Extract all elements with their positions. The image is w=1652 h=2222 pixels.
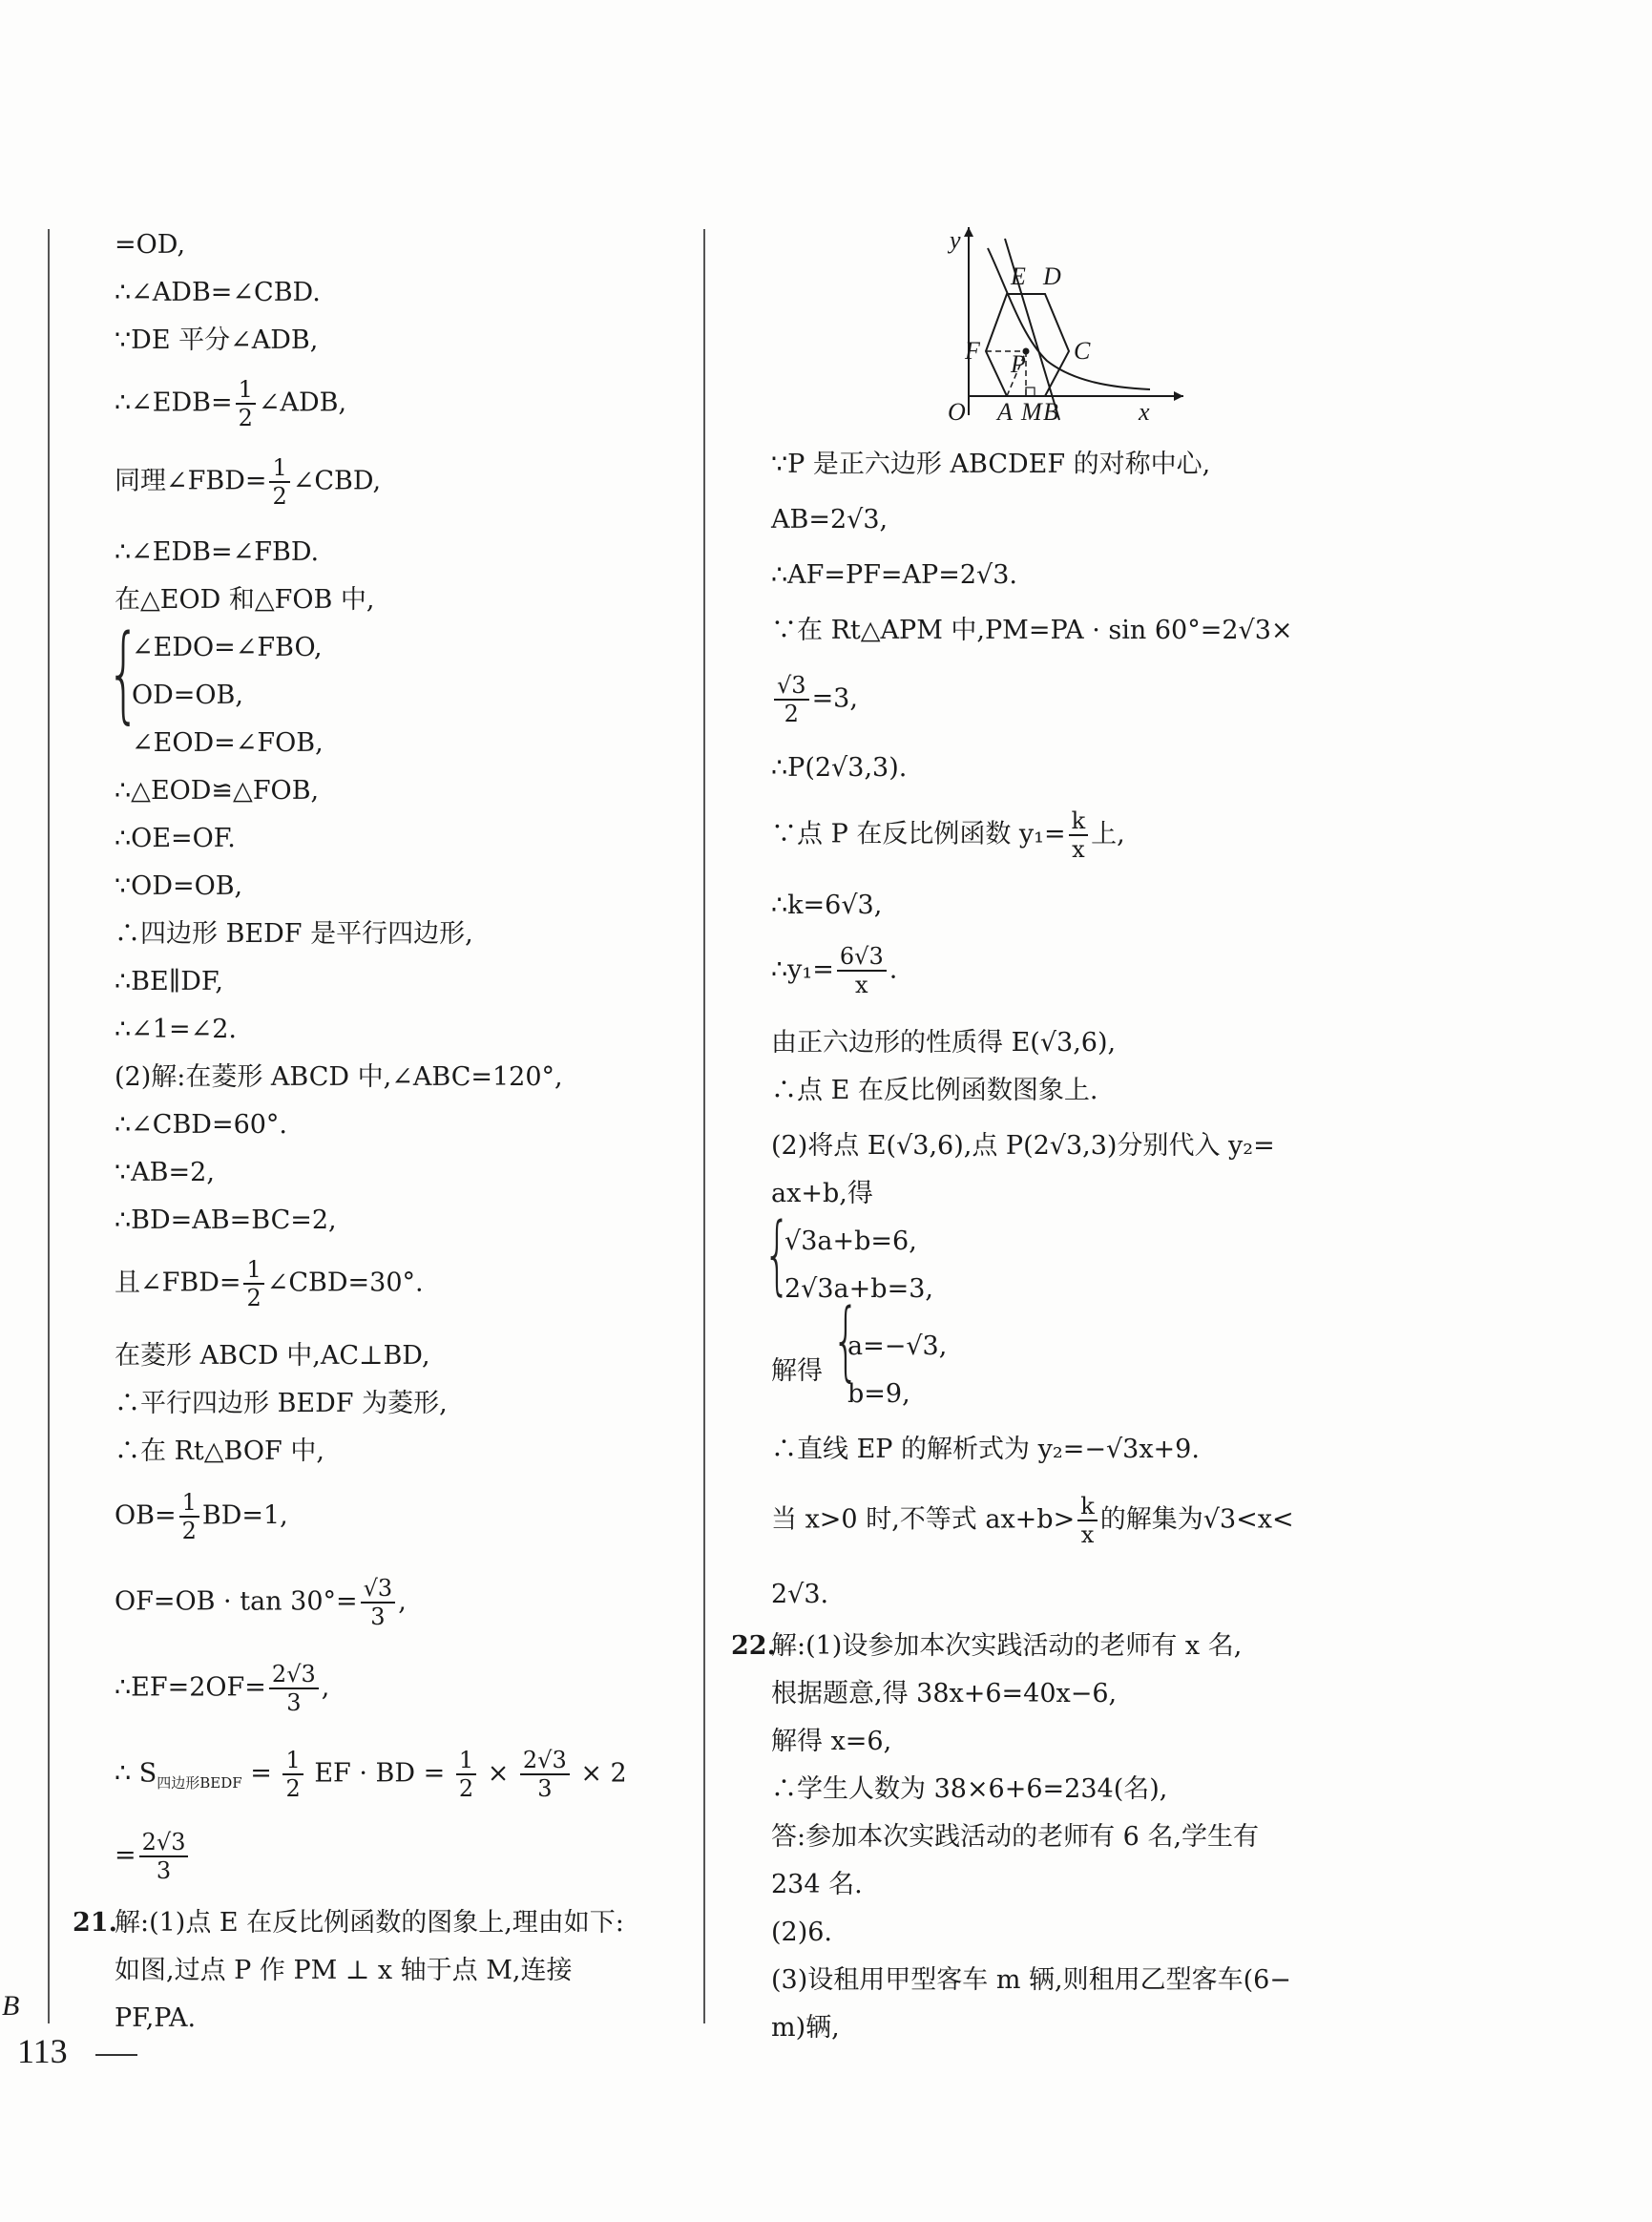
formula-line: [115, 1258, 424, 1310]
formula-line: [115, 1749, 627, 1807]
text-line: a=−√3,: [847, 1331, 948, 1361]
text-line: OD=OB,: [132, 681, 243, 710]
text-line: ∵AB=2,: [115, 1158, 215, 1187]
formula-line: [771, 945, 897, 996]
formula-text: ∠ADB,: [258, 388, 347, 418]
formula-line: [115, 378, 346, 430]
text-line: ∴△EOD≌△FOB,: [115, 776, 320, 806]
text-line: ∵在 Rt△APM 中,PM=PA · sin 60°=2√3×: [771, 616, 1293, 645]
text-line: ∵OD=OB,: [115, 871, 243, 901]
text-line: AB=2√3,: [771, 505, 889, 535]
text-line: (2)解:在菱形 ABCD 中,∠ABC=120°,: [115, 1062, 563, 1092]
text-line: ∠EOD=∠FOB,: [132, 728, 324, 758]
system-brace: {: [832, 1290, 860, 1391]
fraction: $\frac{2√3}{3}$: [520, 1749, 570, 1800]
text-line: ∴在 Rt△BOF 中,: [115, 1436, 324, 1466]
formula-text: ∴EF=2OF=: [115, 1672, 266, 1703]
text-line: ∴P(2√3,3).: [771, 753, 908, 783]
formula-text: ∠CBD=30°.: [266, 1268, 424, 1298]
text-line: ∴BE∥DF,: [115, 967, 223, 996]
figure-label-x: x: [1139, 398, 1150, 425]
fraction: $\frac{1}{2}$: [179, 1491, 199, 1542]
formula-line: [115, 1663, 329, 1714]
text-line: 解:(1)设参加本次实践活动的老师有 x 名,: [771, 1631, 1243, 1661]
fraction: $\frac{1}{2}$: [243, 1258, 263, 1310]
formula-text: ∵点 P 在反比例函数 y₁=: [771, 819, 1066, 849]
text-line: 解得 x=6,: [771, 1727, 892, 1756]
text-line: 解:(1)点 E 在反比例函数的图象上,理由如下:: [115, 1908, 624, 1938]
fraction: $\frac{6√3}{x}$: [837, 945, 887, 996]
figure-label-p: P: [1011, 350, 1026, 378]
fraction: $\frac{2√3}{3}$: [269, 1663, 319, 1714]
text-line: ∴四边形 BEDF 是平行四边形,: [115, 919, 473, 949]
fraction: $\frac{k}{x}$: [1069, 809, 1089, 861]
text-line: ∴AF=PF=AP=2√3.: [771, 560, 1017, 590]
formula-line: [771, 1495, 1294, 1546]
formula-text: =3,: [811, 683, 858, 714]
formula-text: =: [241, 1758, 281, 1789]
text-line: (2)将点 E(√3,6),点 P(2√3,3)分别代入 y₂=: [771, 1131, 1275, 1161]
fraction: $\frac{√3}{2}$: [774, 674, 809, 725]
text-line: ∴∠1=∠2.: [115, 1015, 237, 1044]
figure-label-m: M: [1021, 398, 1042, 425]
formula-text: ∠CBD,: [292, 466, 382, 496]
text-line: ∴∠ADB=∠CBD.: [115, 278, 321, 307]
formula-text: 当 x>0 时,不等式 ax+b>: [771, 1504, 1076, 1535]
fraction: $\frac{2√3}{3}$: [139, 1831, 189, 1882]
formula-text: ∴∠EDB=: [115, 388, 233, 418]
formula-line: [771, 674, 858, 725]
page-number: 113: [17, 2032, 68, 2070]
text-line: b=9,: [847, 1379, 910, 1409]
question-number-21: 21.: [73, 1908, 117, 1938]
text-line: (3)设租用甲型客车 m 辆,则租用乙型客车(6−: [771, 1965, 1291, 1995]
formula-text: ,: [398, 1586, 407, 1617]
fraction: $\frac{k}{x}$: [1077, 1495, 1098, 1546]
text-line: 答:参加本次实践活动的老师有 6 名,学生有: [771, 1822, 1260, 1852]
formula-text: EF · BD =: [305, 1758, 453, 1789]
figure-label-d: D: [1043, 262, 1061, 290]
formula-text: 的解集为√3<x<: [1099, 1504, 1294, 1535]
system-brace: {: [763, 1205, 791, 1305]
fraction: $\frac{1}{2}$: [269, 456, 289, 508]
formula-line: [115, 1577, 407, 1628]
formula-text: BD=1,: [201, 1500, 288, 1531]
fraction: $\frac{√3}{3}$: [361, 1577, 396, 1628]
text-line: ∴∠EDB=∠FBD.: [115, 537, 320, 567]
text-line: m)辆,: [771, 2013, 840, 2043]
formula-line: [115, 1831, 191, 1882]
fraction: $\frac{1}{2}$: [282, 1749, 303, 1800]
text-line: 由正六边形的性质得 E(√3,6),: [771, 1028, 1117, 1058]
formula-text: 上,: [1091, 819, 1125, 849]
text-line: ax+b,得: [771, 1179, 873, 1208]
system-brace: {: [107, 612, 140, 734]
text-line: PF,PA.: [115, 2003, 197, 2033]
question-number-22: 22.: [731, 1631, 776, 1661]
formula-text: =: [115, 1840, 136, 1871]
formula-line: [771, 809, 1125, 861]
text-line: ∴OE=OF.: [115, 824, 236, 853]
formula-text: ×: [479, 1758, 517, 1789]
formula-text: OB=: [115, 1500, 177, 1531]
text-line: ∠EDO=∠FBO,: [132, 633, 323, 662]
page-number-dash: [95, 2054, 137, 2056]
figure-label-o: O: [948, 398, 966, 425]
text-line: =OD,: [115, 230, 186, 260]
figure-label-f: F: [965, 337, 980, 365]
text-line: ∵P 是正六边形 ABCDEF 的对称中心,: [771, 450, 1211, 479]
text-line: 如图,过点 P 作 PM ⊥ x 轴于点 M,连接: [115, 1956, 573, 1985]
hexagon-figure: [931, 220, 1188, 425]
formula-text: .: [889, 954, 898, 985]
text-line: ∴直线 EP 的解析式为 y₂=−√3x+9.: [771, 1435, 1200, 1464]
formula-text: OF=OB · tan 30°=: [115, 1586, 358, 1617]
formula-text: × 2: [572, 1758, 627, 1789]
text-line: ∴k=6√3,: [771, 891, 883, 920]
text-line: ∴学生人数为 38×6+6=234(名),: [771, 1774, 1168, 1804]
fraction: $\frac{1}{2}$: [456, 1749, 476, 1800]
text-line: ∴∠CBD=60°.: [115, 1110, 288, 1140]
formula-text: ∴y₁=: [771, 954, 834, 985]
text-line: √3a+b=6,: [784, 1226, 917, 1256]
text-line: ∴BD=AB=BC=2,: [115, 1205, 337, 1235]
fraction: $\frac{1}{2}$: [236, 378, 256, 430]
figure-label-c: C: [1074, 337, 1091, 365]
formula-text: 同理∠FBD=: [115, 466, 267, 496]
formula-text: 且∠FBD=: [115, 1268, 241, 1298]
text-line: 234 名.: [771, 1870, 863, 1899]
figure-label-b: B: [1043, 398, 1058, 425]
formula-line: [115, 456, 381, 508]
figure-label-y: y: [950, 226, 961, 254]
column-divider-rule: [703, 229, 705, 2023]
text-line: 在菱形 ABCD 中,AC⊥BD,: [115, 1341, 430, 1371]
figure-label-e: E: [1011, 262, 1026, 290]
formula-text: ,: [321, 1672, 330, 1703]
text-line: ∴平行四边形 BEDF 为菱形,: [115, 1389, 448, 1418]
formula-subscript: 四边形BEDF: [157, 1773, 242, 1792]
text-line: 2√3.: [771, 1580, 829, 1609]
left-margin-rule: [48, 229, 50, 2023]
formula-line: [115, 1491, 288, 1542]
text-line: ∵DE 平分∠ADB,: [115, 325, 319, 355]
text-line: ∴点 E 在反比例函数图象上.: [771, 1076, 1098, 1105]
formula-text: ∴ S: [115, 1758, 157, 1789]
text-line: 在△EOD 和△FOB 中,: [115, 585, 375, 615]
side-mark: B: [2, 1990, 20, 2022]
text-line: 2√3a+b=3,: [784, 1274, 933, 1304]
text-line: 根据题意,得 38x+6=40x−6,: [771, 1679, 1118, 1708]
figure-label-a: A: [997, 398, 1013, 425]
text-line: 解得: [771, 1356, 823, 1386]
text-line: (2)6.: [771, 1918, 833, 1947]
